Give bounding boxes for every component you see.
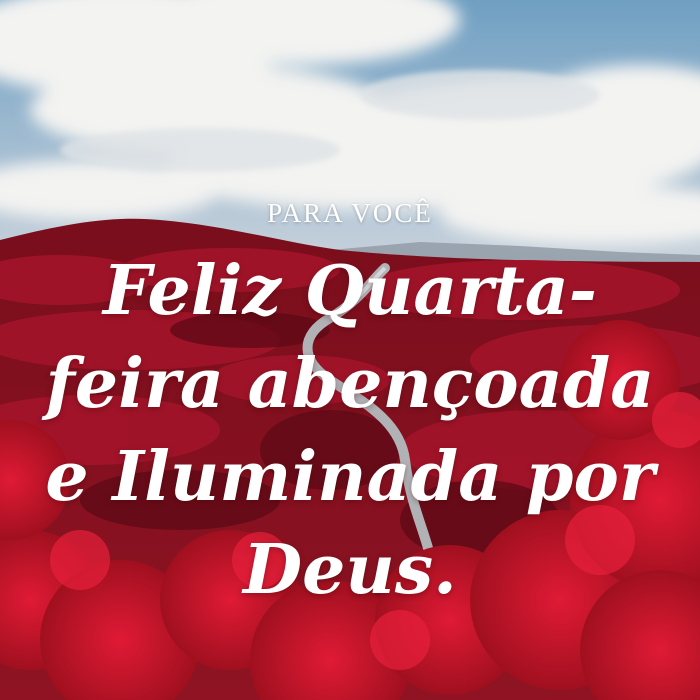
greeting-headline: Feliz Quarta-feira abençoada e Iluminada por Deus. [45,251,655,610]
kicker-label: PARA VOCÊ [267,198,433,228]
